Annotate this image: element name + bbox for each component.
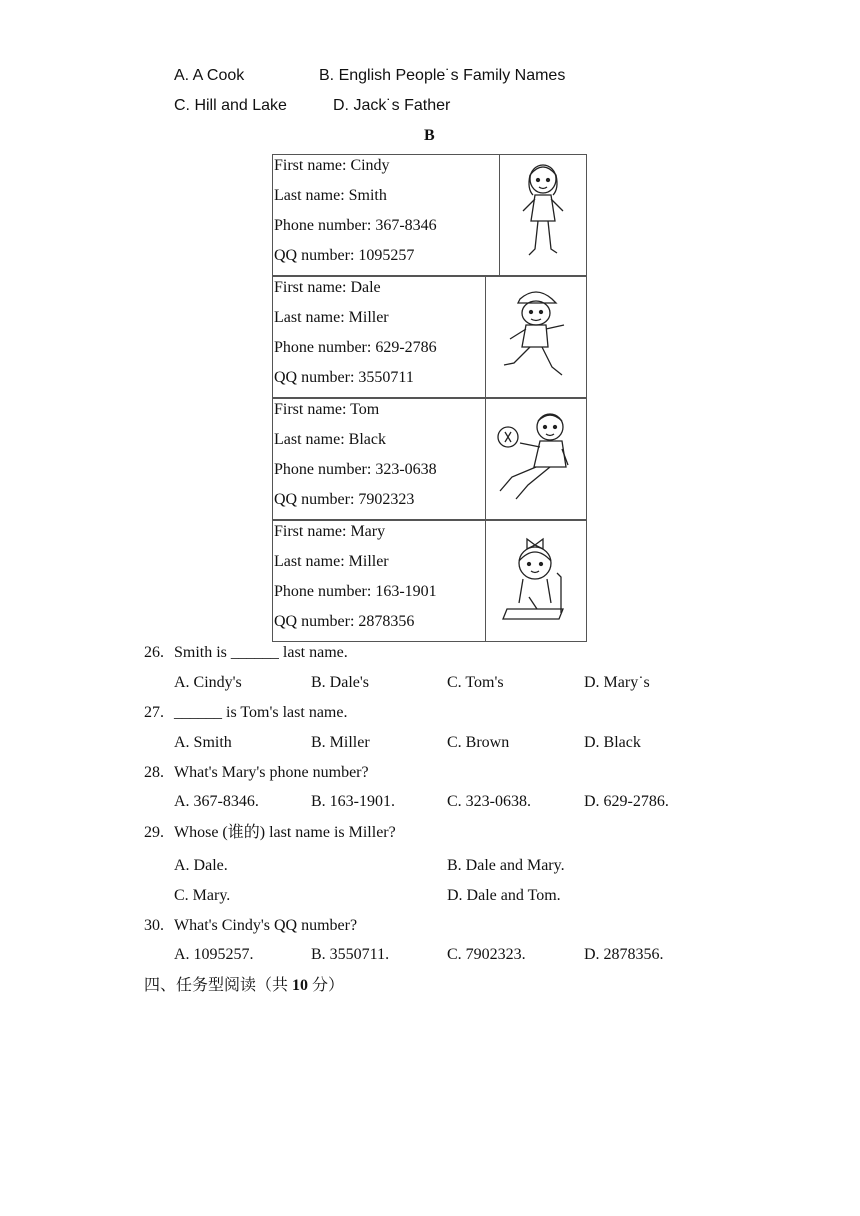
option-a: A. Dale. (174, 857, 228, 874)
option-c: C. 7902323. (447, 946, 526, 963)
option-b: B. 163-1901. (311, 793, 395, 810)
option-c: C. Mary. (174, 887, 231, 904)
info-card-tom (272, 398, 587, 520)
card-info (273, 155, 500, 275)
option-d: D. Black (584, 734, 641, 751)
option-b: B. 3550711. (311, 946, 390, 963)
option-d: D. Dale and Tom. (447, 887, 561, 904)
option-a: A. 1095257. (174, 946, 254, 963)
question-text: Smith is ______ last name. (174, 644, 348, 661)
last-name: Last name: Smith (274, 187, 387, 204)
option-d: D. 2878356. (584, 946, 664, 963)
first-name: First name: Cindy (274, 157, 390, 174)
question-text: ______ is Tom's last name. (174, 704, 348, 721)
card-info (273, 399, 486, 519)
prev-option-b: B. English People˙s Family Names (319, 67, 566, 84)
info-card-dale (272, 276, 587, 398)
card-info (273, 521, 486, 641)
heading-points: 10 (292, 977, 309, 994)
phone-number: Phone number: 163-1901 (274, 583, 437, 600)
girl-cindy-icon (499, 155, 586, 275)
question-number: 26. (144, 644, 164, 661)
option-a: A. 367-8346. (174, 793, 259, 810)
heading-suffix: 分） (308, 977, 345, 994)
option-b: B. Dale and Mary. (447, 857, 565, 874)
question-number: 28. (144, 764, 164, 781)
qq-number: QQ number: 2878356 (274, 613, 415, 630)
prev-option-a: A. A Cook (174, 67, 245, 84)
first-name: First name: Mary (274, 523, 386, 540)
qq-number: QQ number: 1095257 (274, 247, 415, 264)
qq-number: QQ number: 3550711 (274, 369, 414, 386)
question-text: What's Cindy's QQ number? (174, 917, 358, 934)
first-name: First name: Dale (274, 279, 381, 296)
question-number: 30. (144, 917, 164, 934)
option-d: D. 629-2786. (584, 793, 669, 810)
prev-option-d: D. Jack˙s Father (333, 97, 451, 114)
info-card-mary (272, 520, 587, 642)
question-number: 27. (144, 704, 164, 721)
option-a: A. Cindy's (174, 674, 242, 691)
first-name: First name: Tom (274, 401, 380, 418)
phone-number: Phone number: 629-2786 (274, 339, 437, 356)
option-d: D. Mary˙s (584, 674, 650, 691)
option-c: C. 323-0638. (447, 793, 531, 810)
last-name: Last name: Miller (274, 553, 389, 570)
boy-tom-icon (485, 399, 586, 519)
boy-dale-icon (485, 277, 586, 397)
question-number: 29. (144, 824, 164, 841)
prev-option-c: C. Hill and Lake (174, 97, 287, 114)
card-info (273, 277, 486, 397)
next-section-heading (144, 976, 344, 996)
girl-mary-icon (485, 521, 586, 641)
section-label: B (424, 127, 435, 144)
question-text: What's Mary's phone number? (174, 764, 369, 781)
phone-number: Phone number: 367-8346 (274, 217, 437, 234)
option-c: C. Tom's (447, 674, 504, 691)
last-name: Last name: Miller (274, 309, 389, 326)
option-c: C. Brown (447, 734, 510, 751)
option-a: A. Smith (174, 734, 232, 751)
info-card-cindy (272, 154, 587, 276)
option-b: B. Miller (311, 734, 370, 751)
option-b: B. Dale's (311, 674, 369, 691)
phone-number: Phone number: 323-0638 (274, 461, 437, 478)
qq-number: QQ number: 7902323 (274, 491, 415, 508)
last-name: Last name: Black (274, 431, 386, 448)
heading-prefix: 四、任务型阅读（共 (144, 977, 293, 994)
question-text: Whose (谁的) last name is Miller? (174, 824, 396, 841)
